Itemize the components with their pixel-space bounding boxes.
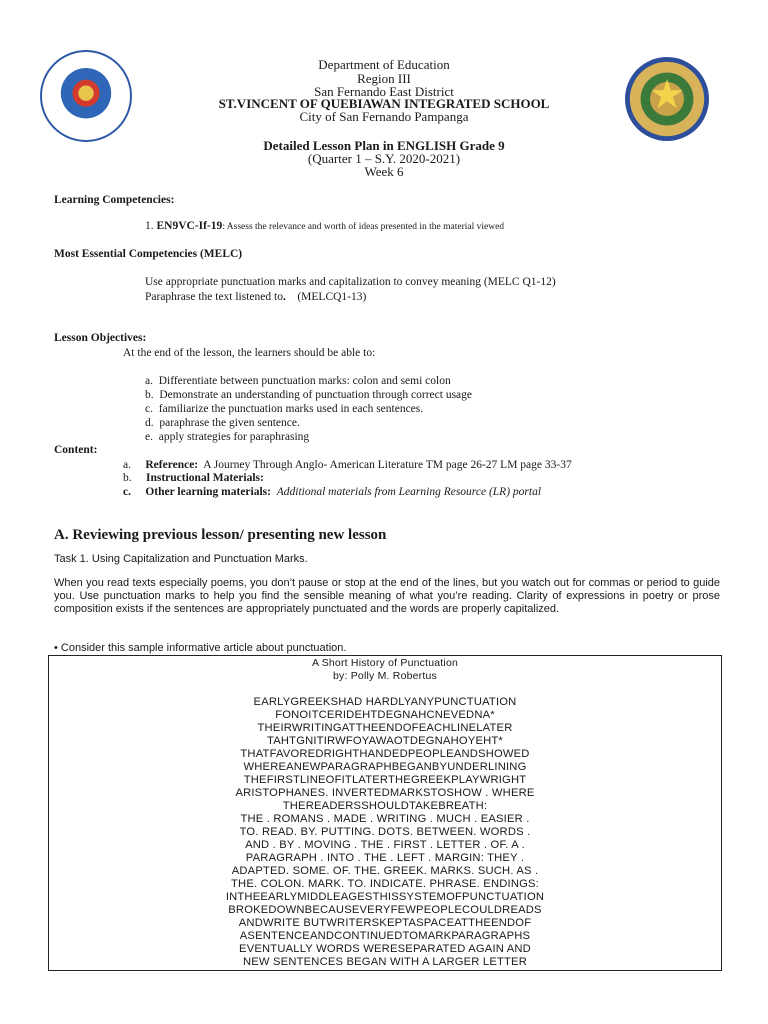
article-line: ANDWRITE BUTWRITERSKEPTASPACEATTHEENDOF xyxy=(238,917,532,929)
content-item xyxy=(123,459,572,471)
objective-letter: d. xyxy=(145,417,154,429)
header-city: City of San Fernando Pampanga xyxy=(299,109,469,124)
melc-line-2-code: (MELCQ1-13) xyxy=(297,291,367,303)
article-line: EVENTUALLY WORDS WERESEPARATED AGAIN AND xyxy=(239,943,531,955)
content-text: A Journey Through Anglo- American Literature TM page 26-27 LM page 33-37 xyxy=(203,459,572,471)
melc-heading: Most Essential Competencies (MELC) xyxy=(54,248,243,260)
article-line: EARLYGREEKSHAD HARDLYANYPUNCTUATION xyxy=(253,696,517,708)
objective-item xyxy=(145,389,472,401)
article-line: ADAPTED. SOME. OF. THE. GREEK. MARKS. SUCH. AS . xyxy=(231,865,539,877)
objective-text: familiarize the punctuation marks used in each sentences. xyxy=(158,403,424,415)
learning-competencies-heading: Learning Competencies: xyxy=(54,194,175,206)
lesson-plan-title: Detailed Lesson Plan in ENGLISH Grade 9 xyxy=(263,138,505,153)
objectives-intro: At the end of the lesson, the learners should be able to: xyxy=(123,347,376,359)
task-1-label: Task 1. Using Capitalization and Punctuation Marks. xyxy=(54,553,308,565)
content-letter: c. xyxy=(123,486,131,498)
article-line: THEIRWRITINGATTHEENDOFEACHLINELATER xyxy=(257,722,513,734)
article-line: PARAGRAPH . INTO . THE . LEFT . MARGIN: THEY . xyxy=(245,852,525,864)
objective-letter: c. xyxy=(145,403,153,415)
objective-letter: a. xyxy=(145,375,153,387)
melc-line-2-dot: . xyxy=(282,291,286,303)
article-line: WHEREANEWPARAGRAPHBEGANBYUNDERLINING xyxy=(243,761,527,773)
article-line: THATFAVOREDRIGHTHANDEDPEOPLEANDSHOWED xyxy=(240,748,530,760)
content-text: Additional materials from Learning Resource (LR) portal xyxy=(276,486,542,498)
objective-item xyxy=(145,431,309,443)
article-line: FONOITCERIDEHTDEGNAHCNEVEDNA* xyxy=(275,709,495,721)
article-line: THEREADERSSHOULDTAKEBREATH: xyxy=(282,800,488,812)
competency-code: EN9VC-If-19 xyxy=(156,220,223,232)
article-line: TAHTGNITIRWFOYAWAOTDEGNAHOYEHT* xyxy=(267,735,503,747)
article-line: ASENTENCEANDCONTINUEDTOMARKPARAGRAPHS xyxy=(239,930,531,942)
content-heading: Content: xyxy=(54,444,98,456)
competency-item xyxy=(145,220,504,232)
content-label: Reference: xyxy=(145,459,199,471)
competency-number: 1. xyxy=(145,220,154,232)
objective-text: apply strategies for paraphrasing xyxy=(158,431,310,443)
content-label: Other learning materials: xyxy=(145,486,271,498)
article-line: BROKEDOWNBECAUSEVERYFEWPEOPLECOULDREADS xyxy=(228,904,542,916)
objective-item xyxy=(145,417,300,429)
content-item xyxy=(123,486,541,498)
content-letter: a. xyxy=(123,459,131,471)
article-line: THEFIRSTLINEOFITLATERTHEGREEKPLAYWRIGHT xyxy=(243,774,527,786)
header-district: San Fernando East District xyxy=(314,84,454,99)
melc-line-2 xyxy=(145,291,366,303)
article-line: NEW SENTENCES BEGAN WITH A LARGER LETTER xyxy=(242,956,527,968)
lesson-plan-week: Week 6 xyxy=(364,164,404,179)
star-emblem-icon: ★ xyxy=(649,72,685,118)
objective-item xyxy=(145,375,451,387)
objective-item xyxy=(145,403,423,415)
objective-text: paraphrase the given sentence. xyxy=(159,417,300,429)
article-line: THE. COLON. MARK. TO. INDICATE. PHRASE. ENDINGS: xyxy=(231,878,539,890)
content-letter: b. xyxy=(123,472,132,484)
content-label: Instructional Materials: xyxy=(146,472,264,484)
lesson-plan-quarter: (Quarter 1 – S.Y. 2020-2021) xyxy=(307,151,461,166)
objective-text: Demonstrate an understanding of punctuation through correct usage xyxy=(159,389,473,401)
objective-letter: b. xyxy=(145,389,154,401)
article-line: ARISTOPHANES. INVERTEDMARKSTOSHOW . WHERE xyxy=(235,787,535,799)
header-department: Department of Education xyxy=(318,57,450,72)
section-a-heading: A. Reviewing previous lesson/ presenting new lesson xyxy=(54,527,387,543)
article-box xyxy=(48,655,722,971)
objective-letter: e. xyxy=(145,431,153,443)
article-line: AND . BY . MOVING . THE . FIRST . LETTER . OF. A . xyxy=(245,839,525,851)
objective-text: Differentiate between punctuation marks: colon and semi colon xyxy=(158,375,451,387)
melc-line-1: Use appropriate punctuation marks and capitalization to convey meaning (MELC Q1-12) xyxy=(145,276,556,288)
section-a-paragraph: When you read texts especially poems, you don’t pause or stop at the end of the lines, but you watch out for commas or period to guide you. Use punctuation marks to help you find the sensible meaning of what you’re reading. Clarity of expressions in poetry or prose composition exists if the sentences are appropriately punctuated and the words are properly capitalized. xyxy=(54,577,720,615)
objectives-heading: Lesson Objectives: xyxy=(54,332,147,344)
header-region: Region III xyxy=(357,71,411,86)
content-item xyxy=(123,472,264,484)
article-line: THE . ROMANS . MADE . WRITING . MUCH . EASIER . xyxy=(240,813,530,825)
header-school-name: ST.VINCENT OF QUEBIAWAN INTEGRATED SCHOOL xyxy=(218,96,550,111)
article-line: TO. READ. BY. PUTTING. DOTS. BETWEEN. WORDS . xyxy=(239,826,531,838)
article-author: by: Polly M. Robertus xyxy=(333,670,437,682)
consider-bullet: • Consider this sample informative article about punctuation. xyxy=(54,642,347,654)
competency-text: : Assess the relevance and worth of ideas presented in the material viewed xyxy=(222,222,505,232)
article-line: INTHEEARLYMIDDLEAGESTHISSYSTEMOFPUNCTUATION xyxy=(225,891,545,903)
melc-line-2-text: Paraphrase the text listened to xyxy=(145,291,283,303)
article-title: A Short History of Punctuation xyxy=(311,657,459,669)
